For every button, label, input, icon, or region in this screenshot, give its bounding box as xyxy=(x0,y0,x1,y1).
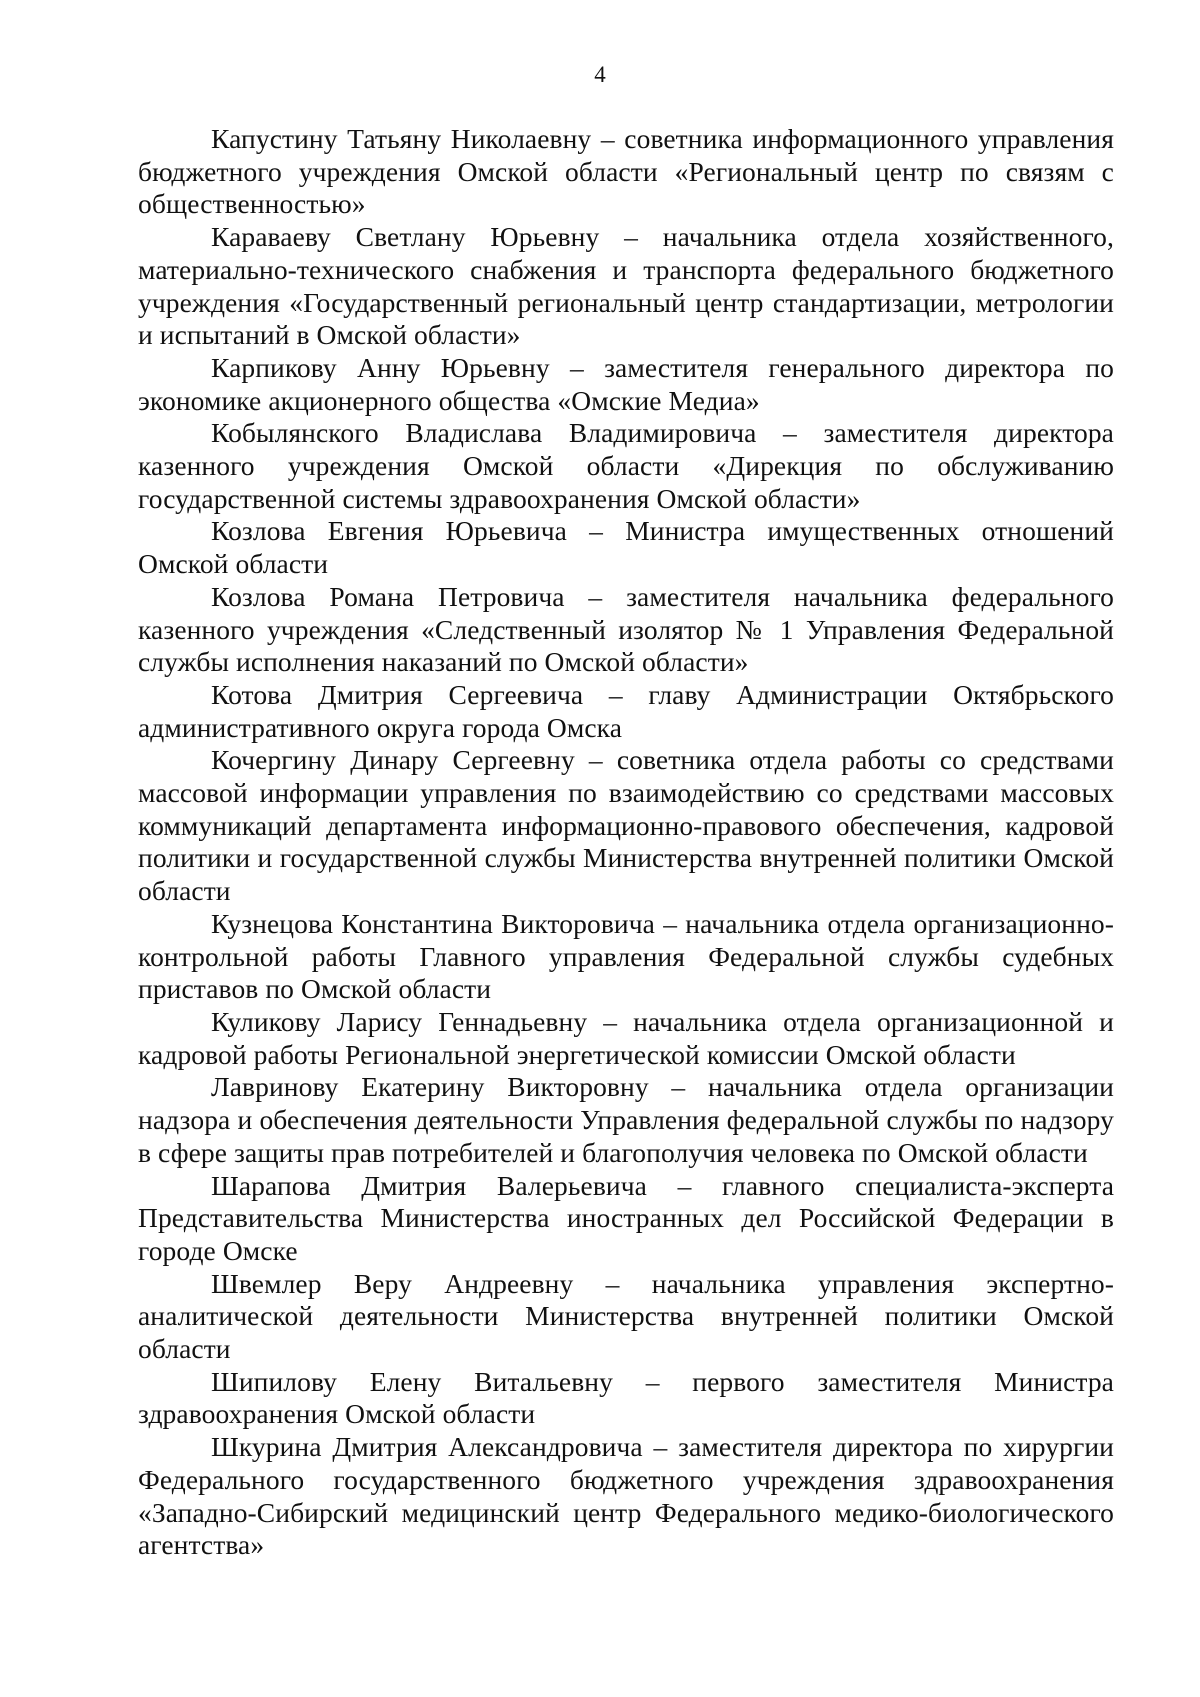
page-number: 4 xyxy=(594,62,606,87)
list-item: Капустину Татьяну Николаевну – советника информационного управления бюджетного учреждения Омской области «Региональный центр по связям с общественностью» xyxy=(138,123,1114,220)
list-item: Козлова Романа Петровича – заместителя начальника федерального казенного учреждения «Следственный изолятор № 1 Управления Федеральной службы исполнения наказаний по Омской области» xyxy=(138,580,1114,678)
list-item: Котова Дмитрия Сергеевича – главу Администрации Октябрьского административного округа города Омска xyxy=(138,678,1114,743)
list-item: Кочергину Динару Сергеевну – советника отдела работы со средствами массовой информации управления по взаимодействию со средствами массовых коммуникаций департамента информационно-правового обеспечения, кадровой политики и государственной службы Министерства внутренней политики Омской области xyxy=(138,744,1114,907)
list-item: Кузнецова Константина Викторовича – начальника отдела организационно-контрольной работы Главного управления Федеральной службы судебных приставов по Омской области xyxy=(138,907,1114,1005)
list-item: Карпикову Анну Юрьевну – заместителя генерального директора по экономике акционерного общества «Омские Медиа» xyxy=(138,351,1114,416)
list-item: Швемлер Веру Андреевну – начальника управления экспертно-аналитической деятельности Министерства внутренней политики Омской области xyxy=(138,1267,1114,1365)
list-item: Козлова Евгения Юрьевича – Министра имущественных отношений Омской области xyxy=(138,515,1114,580)
list-item: Шкурина Дмитрия Александровича – заместителя директора по хирургии Федерального государственного бюджетного учреждения здравоохранения «Западно-Сибирский медицинский центр Федерального медико-биологического агентства» xyxy=(138,1431,1114,1561)
document-body xyxy=(138,123,1114,1562)
list-item: Кобылянского Владислава Владимировича – заместителя директора казенного учреждения Омской области «Дирекция по обслуживанию государственной системы здравоохранения Омской области» xyxy=(138,417,1114,514)
list-item: Куликову Ларису Геннадьевну – начальника отдела организационной и кадровой работы Региональной энергетической комиссии Омской области xyxy=(138,1005,1114,1070)
list-item: Шарапова Дмитрия Валерьевича – главного специалиста-эксперта Представительства Министерства иностранных дел Российской Федерации в городе Омске xyxy=(138,1169,1114,1266)
list-item: Шипилову Елену Витальевну – первого заместителя Министра здравоохранения Омской области xyxy=(138,1365,1114,1430)
list-item: Лавринову Екатерину Викторовну – начальника отдела организации надзора и обеспечения деятельности Управления федеральной службы по надзору в сфере защиты прав потребителей и благополучия человека по Омской области xyxy=(138,1071,1114,1168)
list-item: Караваеву Светлану Юрьевну – начальника отдела хозяйственного, материально-технического снабжения и транспорта федерального бюджетного учреждения «Государственный региональный центр стандартизации, метрологии и испытаний в Омской области» xyxy=(138,221,1114,351)
